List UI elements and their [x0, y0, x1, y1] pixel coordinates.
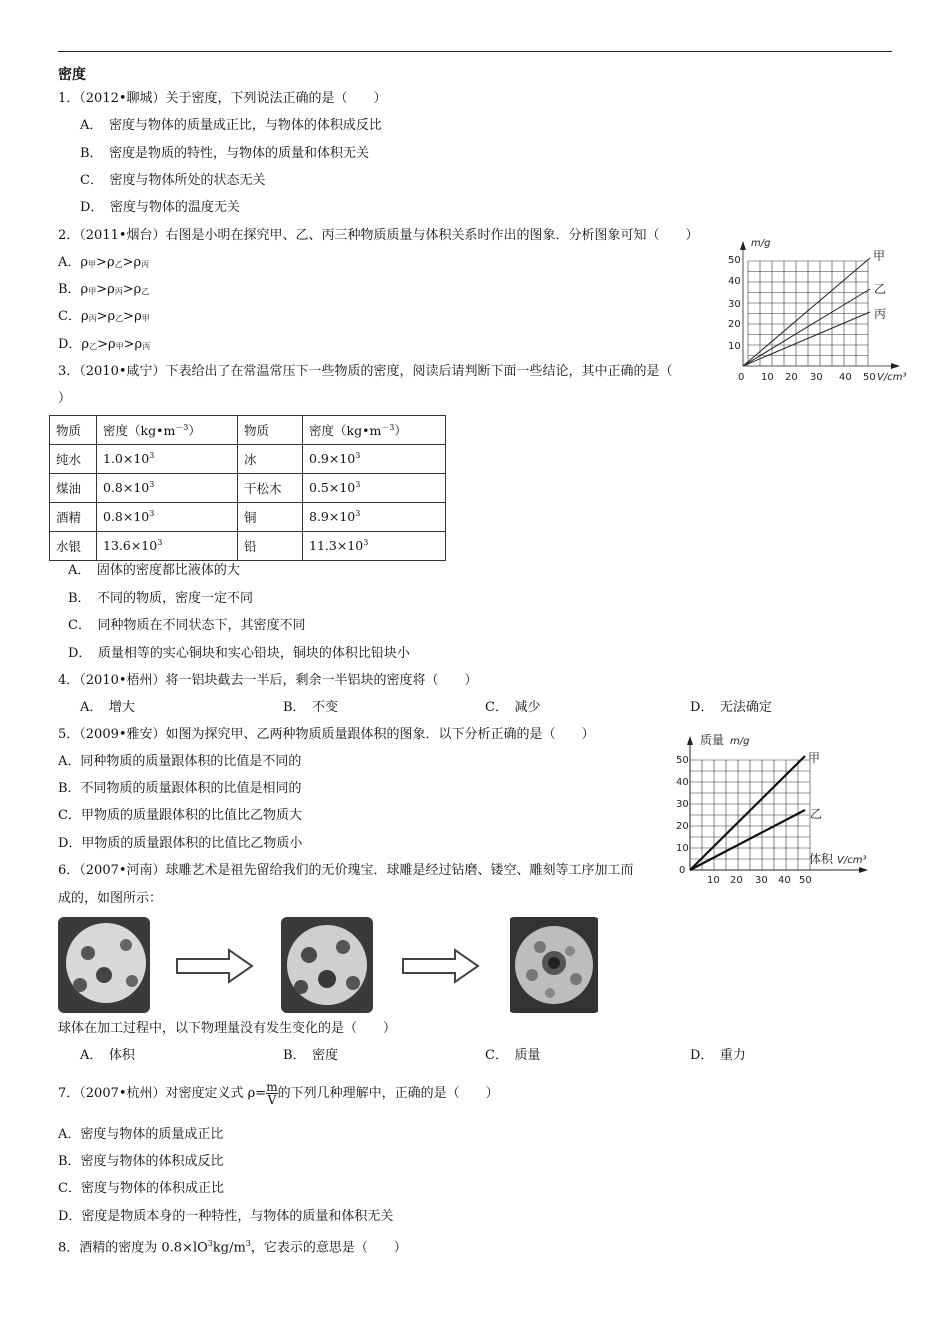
table-row — [50, 445, 446, 474]
graph1-ytick: 50 — [728, 255, 741, 266]
graph2-ylabel: m/g — [730, 736, 750, 747]
q1-option-d: D． 密度与物体的温度无关 — [80, 200, 240, 215]
q3-option-a: A． 固体的密度都比液体的大 — [68, 563, 240, 578]
table-cell: 冰 — [238, 445, 303, 474]
graph1-xtick: 20 — [785, 372, 798, 383]
carved-ball-stage-1 — [58, 917, 150, 1013]
table-cell: 铜 — [238, 503, 303, 532]
table-cell: 酒精 — [50, 503, 97, 532]
graph1-line-jia — [743, 258, 870, 366]
table-header: 物质 — [50, 416, 97, 445]
graph1-ytick: 30 — [728, 299, 741, 310]
graph1-x-arrow — [891, 363, 900, 369]
graph2-ytick: 30 — [676, 799, 689, 810]
graph2-xtick: 50 — [799, 875, 812, 886]
graph1-ytick: 10 — [728, 341, 741, 352]
table-header-row — [50, 416, 446, 445]
q5-option-c: C．甲物质的质量跟体积的比值比乙物质大 — [58, 808, 302, 823]
q4-option-b: B． 不变 — [283, 700, 339, 715]
q7-stem: 7．（2007•杭州）对密度定义式 ρ= $\frac{m}{V}$ 的下列几种理解中，正确的是（ ） — [58, 1080, 499, 1107]
graph2-xtick: 10 — [707, 875, 720, 886]
graph1-grid — [748, 261, 868, 366]
table-cell: 干松木 — [238, 474, 303, 503]
graph1-xtick: 40 — [839, 372, 852, 383]
q6-option-a: A． 体积 — [80, 1048, 135, 1063]
q2-option-c: C．$\rho_丙>\rho_乙>\rho_甲$ — [58, 309, 150, 324]
q6-option-b: B． 密度 — [283, 1048, 339, 1063]
q2-option-d: D．$\rho_乙>\rho_甲>\rho_丙$ — [58, 337, 151, 352]
q1-option-a: A． 密度与物体的质量成正比，与物体的体积成反比 — [80, 118, 382, 133]
q7-option-a: A．密度与物体的质量成正比 — [58, 1127, 224, 1142]
q3-stem: 3．（2010•咸宁）下表给出了在常温常压下一些物质的密度，阅读后请判断下面一些结论，其中正确的是（ — [58, 364, 673, 379]
q6-option-c: C． 质量 — [485, 1048, 541, 1063]
q1-option-b: B． 密度是物质的特性，与物体的质量和体积无关 — [80, 146, 370, 161]
q6-option-d: D． 重力 — [690, 1048, 746, 1063]
right-arrow-icon — [401, 948, 481, 984]
table-cell: $0.9\times 10^3$ — [303, 445, 446, 474]
table-cell: $0.8\times 10^3$ — [97, 503, 238, 532]
table-row — [50, 532, 446, 561]
right-arrow-icon — [175, 948, 255, 984]
q3-option-c: C． 同种物质在不同状态下，其密度不同 — [68, 618, 306, 633]
top-rule — [58, 51, 892, 52]
q5-option-a: A．同种物质的质量跟体积的比值是不同的 — [58, 754, 302, 769]
table-row — [50, 503, 446, 532]
q5-stem: 5．（2009•雅安）如图为探究甲、乙两种物质质量跟体积的图象．以下分析正确的是（ ） — [58, 727, 595, 742]
graph1-label-yi: 乙 — [874, 282, 887, 296]
carved-ball-stage-2 — [281, 917, 373, 1013]
q1-stem: 1．（2012•聊城）关于密度，下列说法正确的是（ ） — [58, 91, 387, 106]
graph2-xtick: 30 — [755, 875, 768, 886]
table-cell: $11.3\times 10^3$ — [303, 532, 446, 561]
q8-stem: 8．酒精的密度为 $0.8\times lO^3kg/m^3$，它表示的意思是（ ） — [58, 1239, 407, 1256]
q6-stem-line1: 6．（2007•河南）球雕艺术是祖先留给我们的无价瑰宝．球雕是经过钻磨、镂空、雕刻等工序加工而 — [58, 863, 634, 878]
q5-option-d: D．甲物质的质量跟体积的比值比乙物质小 — [58, 836, 303, 851]
table-cell: 煤油 — [50, 474, 97, 503]
graph1-line-bing — [743, 312, 870, 366]
graph1-xtick: 10 — [761, 372, 774, 383]
q3-stem-tail: ） — [58, 391, 72, 406]
table-header: 密度$(kg•m^{-3})$ — [303, 416, 446, 445]
table-row — [50, 474, 446, 503]
graph2-xtick: 20 — [730, 875, 743, 886]
graph2-line-jia — [690, 756, 805, 870]
q7-option-b: B．密度与物体的体积成反比 — [58, 1154, 224, 1169]
graph1-xlabel: V/cm³ — [877, 372, 907, 383]
graph2-ytick: 50 — [676, 755, 689, 766]
carved-ball-stage-3 — [508, 917, 600, 1013]
density-fraction: $\frac{m}{V}$ — [266, 1080, 278, 1107]
q7-option-d: D．密度是物质本身的一种特性，与物体的质量和体积无关 — [58, 1209, 394, 1224]
graph1-xtick: 50 — [863, 372, 876, 383]
q7-option-c: C．密度与物体的体积成正比 — [58, 1181, 224, 1196]
table-header: 物质 — [238, 416, 303, 445]
table-cell: 水银 — [50, 532, 97, 561]
q5-option-b: B．不同物质的质量跟体积的比值是相同的 — [58, 781, 302, 796]
mass-volume-graph-1 — [718, 228, 918, 388]
table-cell: $0.8\times 10^3$ — [97, 474, 238, 503]
graph2-xtick: 0 — [679, 865, 686, 876]
page-heading: 密度 — [58, 67, 86, 83]
graph2-ytick: 40 — [676, 777, 689, 788]
table-cell: $0.5\times 10^3$ — [303, 474, 446, 503]
graph2-label-yi: 乙 — [810, 807, 823, 821]
q1-option-c: C． 密度与物体所处的状态无关 — [80, 173, 266, 188]
table-cell: $13.6\times 10^3$ — [97, 532, 238, 561]
graph2-label-jia: 甲 — [808, 751, 821, 765]
mass-volume-graph-2 — [672, 730, 892, 890]
graph1-xtick: 30 — [810, 372, 823, 383]
graph2-xlabel: V/cm³ — [837, 855, 867, 866]
table-cell: 纯水 — [50, 445, 97, 474]
table-header: 密度$(kg•m^{-3})$ — [97, 416, 238, 445]
graph1-label-jia: 甲 — [873, 249, 886, 263]
table-cell: 铅 — [238, 532, 303, 561]
table-cell: $1.0\times 10^3$ — [97, 445, 238, 474]
graph2-ytick: 20 — [676, 821, 689, 832]
graph2-ylabel-cn: 质量 — [700, 733, 725, 747]
graph1-ytick: 20 — [728, 319, 741, 330]
q6-stem-line3: 球体在加工过程中，以下物理量没有发生变化的是（ ） — [58, 1021, 397, 1036]
graph1-label-bing: 丙 — [874, 307, 887, 321]
graph2-line-yi — [690, 810, 805, 870]
graph2-xtick: 40 — [778, 875, 791, 886]
graph1-ytick: 40 — [728, 276, 741, 287]
q2-stem: 2．（2011•烟台）右图是小明在探究甲、乙、丙三种物质质量与体积关系时作出的图象．分析图象可知（ ） — [58, 228, 699, 243]
graph2-ytick: 10 — [676, 843, 689, 854]
q2-option-a: A．$\rho_甲>\rho_乙>\rho_丙$ — [58, 255, 150, 270]
graph1-xtick: 0 — [738, 372, 745, 383]
q3-option-d: D． 质量相等的实心铜块和实心铅块，铜块的体积比铅块小 — [68, 646, 410, 661]
graph1-ylabel: m/g — [751, 238, 771, 249]
q4-option-a: A． 增大 — [80, 700, 135, 715]
graph1-line-yi — [743, 289, 870, 366]
q3-option-b: B． 不同的物质，密度一定不同 — [68, 591, 254, 606]
q2-option-b: B．$\rho_甲>\rho_丙>\rho_乙$ — [58, 282, 150, 297]
graph2-xlabel-cn: 体积 — [809, 852, 834, 866]
graph1-y-arrow — [740, 241, 746, 250]
q6-stem-line2: 成的，如图所示： — [58, 891, 163, 906]
q4-option-c: C． 减少 — [485, 700, 541, 715]
table-cell: $8.9\times 10^3$ — [303, 503, 446, 532]
q4-stem: 4．（2010•梧州）将一铝块截去一半后，剩余一半铝块的密度将（ ） — [58, 673, 478, 688]
density-table — [49, 415, 446, 561]
graph2-x-arrow — [859, 867, 868, 873]
graph2-y-arrow — [687, 736, 693, 745]
q4-option-d: D． 无法确定 — [690, 700, 772, 715]
